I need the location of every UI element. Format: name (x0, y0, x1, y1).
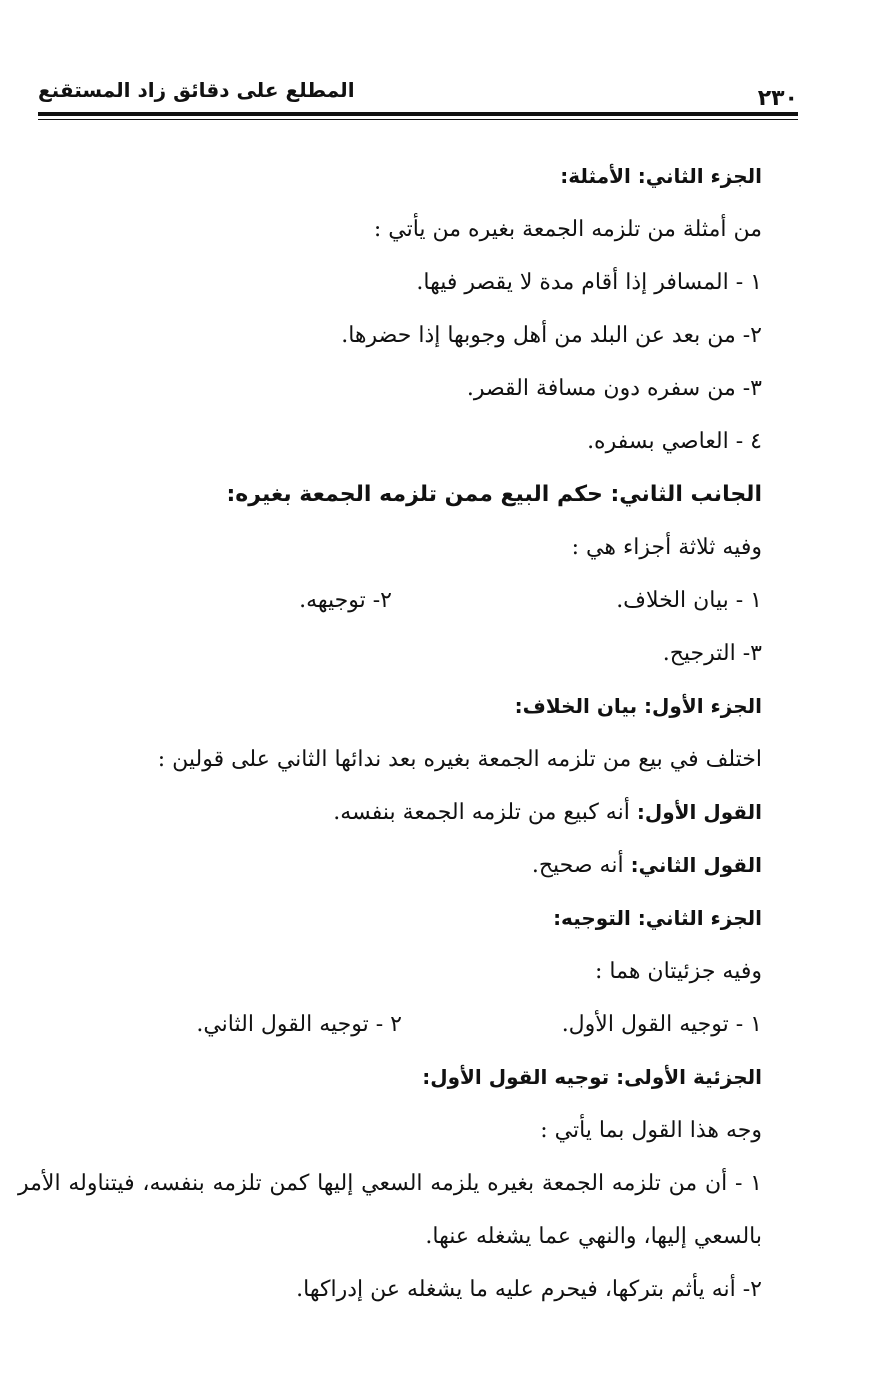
two-column-list (30, 998, 762, 1051)
opinion-line (30, 786, 762, 839)
opinion-text: أنه صحيح. (531, 853, 624, 878)
section-heading: الجزء الثاني: الأمثلة: (560, 164, 762, 188)
paragraph: ١ - أن من تلزمه الجمعة بغيره يلزمه السعي إليها كمن تلزمه بنفسه، فيتناوله الأمر بالسعي إليها، والنهي عما يشغله عنها. (18, 1171, 762, 1249)
paragraph: وفيه جزئيتان هما : (595, 959, 762, 984)
book-title: المطلع على دقائق زاد المستقنع (38, 78, 355, 102)
paragraph: اختلف في بيع من تلزمه الجمعة بغيره بعد ندائها الثاني على قولين : (157, 747, 762, 772)
paragraph: وجه هذا القول بما يأتي : (540, 1118, 762, 1143)
section-heading: الجانب الثاني: حكم البيع ممن تلزمه الجمعة بغيره: (226, 482, 762, 507)
section-heading: الجزئية الأولى: توجيه القول الأول: (422, 1065, 762, 1089)
running-header (38, 78, 798, 122)
opinion-label: القول الثاني: (630, 853, 762, 877)
opinion-label: القول الأول: (636, 800, 762, 824)
header-rule-thick (38, 112, 798, 116)
list-item: ١ - بيان الخلاف. (616, 588, 762, 613)
page-body (18, 150, 762, 1316)
list-item: ١ - المسافر إذا أقام مدة لا يقصر فيها. (416, 270, 762, 295)
header-rule-thin (38, 119, 798, 120)
page-number: ٢٣٠ (757, 86, 798, 111)
list-item: ٢ - توجيه القول الثاني. (196, 1012, 402, 1037)
list-item: ٢- من بعد عن البلد من أهل وجوبها إذا حضرها. (341, 323, 762, 348)
opinion-text: أنه كبيع من تلزمه الجمعة بنفسه. (333, 800, 630, 825)
opinion-line (30, 839, 762, 892)
section-heading: الجزء الأول: بيان الخلاف: (514, 694, 762, 718)
paragraph: وفيه ثلاثة أجزاء هي : (571, 535, 762, 560)
list-item: ٢- توجيهه. (299, 588, 392, 613)
list-item: ٣- الترجيح. (662, 641, 762, 666)
paragraph: من أمثلة من تلزمه الجمعة بغيره من يأتي : (373, 217, 762, 242)
list-item: ٣- من سفره دون مسافة القصر. (466, 376, 762, 401)
list-item: ١ - توجيه القول الأول. (561, 1012, 762, 1037)
section-heading: الجزء الثاني: التوجيه: (553, 906, 762, 930)
two-column-list (30, 574, 762, 627)
list-item: ٤ - العاصي بسفره. (587, 429, 762, 454)
list-item: ٢- أنه يأثم بتركها، فيحرم عليه ما يشغله عن إدراكها. (296, 1277, 762, 1302)
